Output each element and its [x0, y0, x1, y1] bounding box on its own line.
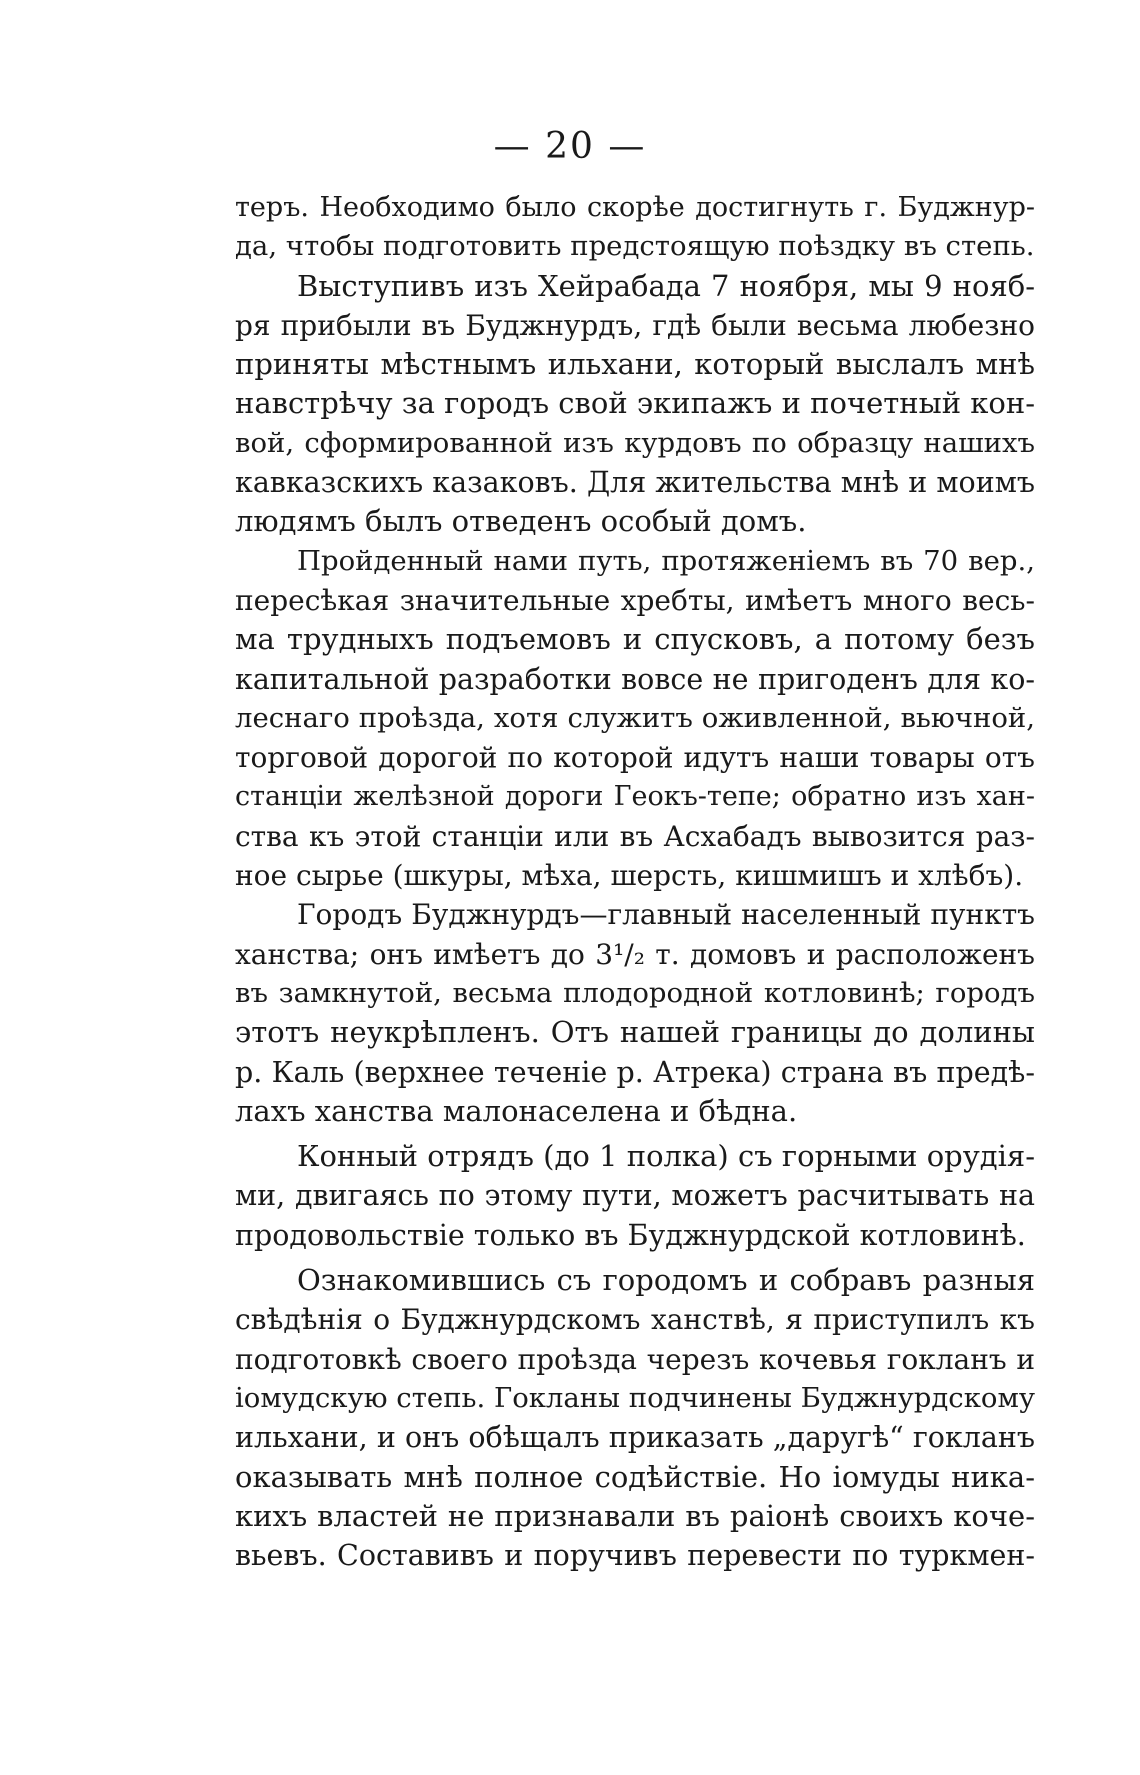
text-line: іомудскую степь. Гокланы подчинены Буджнурдскому — [235, 1381, 1036, 1414]
text-line: кихъ властей не признавали въ раіонѣ своихъ коче- — [235, 1498, 1035, 1533]
page-number: — 20 — — [493, 126, 647, 167]
text-line: людямъ былъ отведенъ особый домъ. — [235, 504, 807, 539]
text-line: вьевъ. Составивъ и поручивъ перевести по туркмен- — [235, 1539, 1035, 1573]
text-line: пересѣкая значительные хребты, имѣетъ много весь- — [235, 583, 1035, 617]
text-line: ства къ этой станціи или въ Асхабадъ вывозится раз- — [235, 819, 1035, 853]
text-line: да, чтобы подготовить предстоящую поѣздку въ степь. — [235, 230, 1035, 263]
text-line: свѣдѣнія о Буджнурдскомъ ханствѣ, я приступилъ къ — [235, 1303, 1035, 1337]
text-line: Конный отрядъ (до 1 полка) съ горными орудія- — [297, 1139, 1035, 1174]
text-line: навстрѣчу за городъ свой экипажъ и почетный кон- — [235, 386, 1035, 421]
text-line: капитальной разработки вовсе не пригоденъ для ко- — [235, 662, 1035, 696]
text-line: Ознакомившись съ городомъ и собравъ разныя — [297, 1263, 1035, 1298]
text-line: этотъ неукрѣпленъ. Отъ нашей границы до долины — [235, 1015, 1035, 1050]
text-line: въ замкнутой, весьма плодородной котловинѣ; городъ — [235, 976, 1035, 1009]
text-line: Выступивъ изъ Хейрабада 7 ноября, мы 9 нояб- — [297, 268, 1035, 303]
text-line: торговой дорогой по которой идутъ наши товары отъ — [235, 741, 1035, 775]
text-line: ря прибыли въ Буджнурдъ, гдѣ были весьма любезно — [235, 308, 1035, 342]
text-line: станціи желѣзной дороги Геокъ-тепе; обратно изъ хан- — [235, 781, 1035, 813]
text-line: ханства; онъ имѣетъ до 3¹/₂ т. домовъ и расположенъ — [235, 937, 1035, 971]
text-line: продовольствіе только въ Буджнурдской котловинѣ. — [235, 1218, 1026, 1252]
text-line: леснаго проѣзда, хотя служитъ оживленной, вьючной, — [235, 701, 1035, 734]
text-line: подготовкѣ своего проѣзда черезъ кочевья гокланъ и — [235, 1342, 1035, 1376]
text-line: ми, двигаясь по этому пути, можетъ расчитывать на — [235, 1179, 1035, 1213]
text-line: лахъ ханства малонаселена и бѣдна. — [235, 1093, 798, 1128]
text-line: оказывать мнѣ полное содѣйствіе. Но іомуды ника- — [235, 1459, 1035, 1494]
text-line: вой, сформированной изъ курдовъ по образцу нашихъ — [235, 426, 1035, 459]
text-line: ма трудныхъ подъемовъ и спусковъ, а потому безъ — [235, 622, 1035, 657]
text-line: Пройденный нами путь, протяженіемъ въ 70 вер., — [297, 544, 1035, 577]
text-line: теръ. Необходимо было скорѣе достигнуть г. Буджнур- — [235, 192, 1035, 223]
text-line: приняты мѣстнымъ ильхани, который выслалъ мнѣ — [235, 347, 1035, 382]
text-line: р. Каль (верхнее теченіе р. Атрека) страна въ предѣ- — [235, 1055, 1035, 1089]
text-line: ное сырье (шкуры, мѣха, шерсть, кишмишъ и хлѣбъ). — [235, 859, 1024, 893]
body-text — [235, 188, 1035, 1575]
text-line: кавказскихъ казаковъ. Для жительства мнѣ и моимъ — [235, 466, 1035, 500]
text-line: Городъ Буджнурдъ—главный населенный пунктъ — [297, 898, 1035, 932]
text-line: ильхани, и онъ обѣщалъ приказать „даругѣ“ гокланъ — [235, 1421, 1035, 1455]
